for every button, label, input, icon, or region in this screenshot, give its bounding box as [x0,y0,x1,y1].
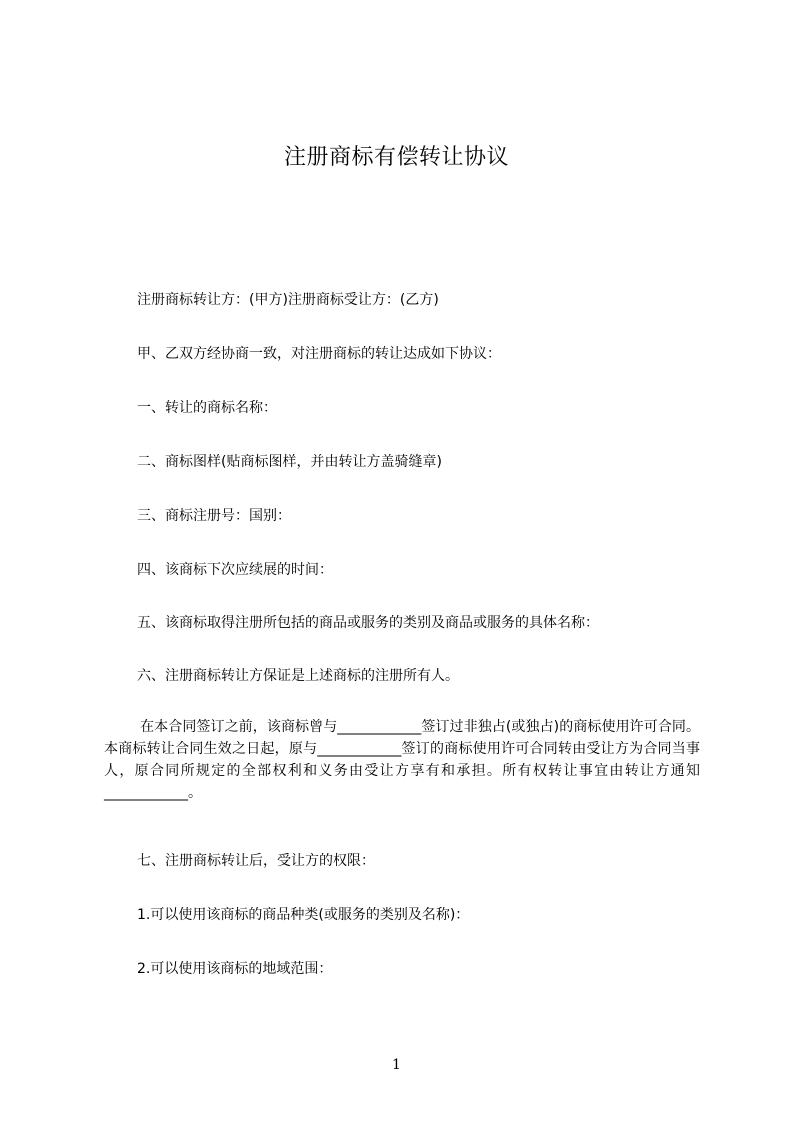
page-number: 1 [392,1057,401,1073]
clause-3-registration-number: 三、商标注册号：国别： [137,508,291,524]
clause-2-trademark-image: 二、商标图样(贴商标图样，并由转让方盖骑缝章) [137,454,442,470]
clause-7-item-2-territory: 2.可以使用该商标的地域范围： [137,961,333,977]
document-title: 注册商标有偿转让协议 [283,145,509,170]
agreement-intro-line: 甲、乙双方经协商一致，对注册商标的转让达成如下协议： [137,346,501,362]
clause-5-goods-services: 五、该商标取得注册所包括的商品或服务的类别及商品或服务的具体名称： [137,615,599,631]
license-contract-text: 在本合同签订之前，该商标曾与____________签订过非独占(或独占)的商标使用许可合同。本商标转让合同生效之日起，原与____________签订的商标使用许可合同转由受让方为合同当事人，原合同所规定的全部权利和义务由受让方享有和承担。所有权转让事宜由转让方通知____________。 [104,719,700,801]
clause-4-renewal-time: 四、该商标下次应续展的时间： [137,562,333,578]
license-contract-paragraph [104,716,700,804]
clause-7-item-1-goods: 1.可以使用该商标的商品种类(或服务的类别及名称)： [137,907,470,923]
clause-6-owner-guarantee: 六、注册商标转让方保证是上述商标的注册所有人。 [137,668,459,684]
clause-1-trademark-name: 一、转让的商标名称： [137,400,277,416]
clause-7-assignee-rights: 七、注册商标转让后，受让方的权限： [137,853,375,869]
transfer-parties-line: 注册商标转让方：(甲方)注册商标受让方：(乙方) [137,292,439,308]
